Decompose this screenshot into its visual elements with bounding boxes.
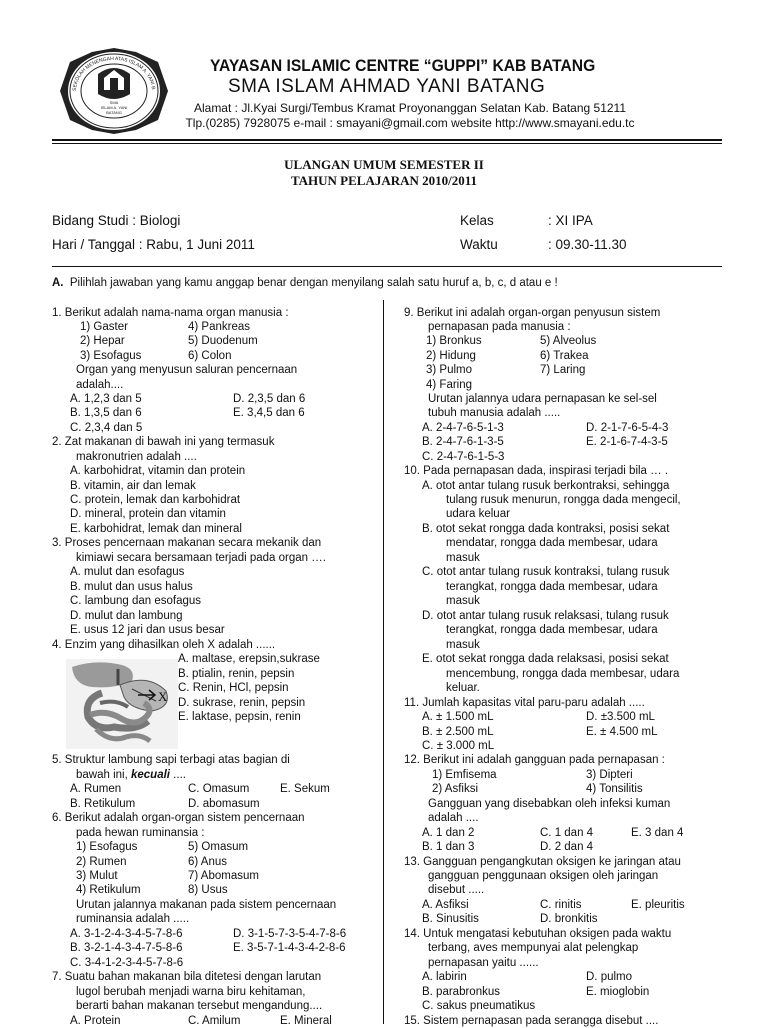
question-15: 15. Sistem pernapasan pada serangga disebut .... — [404, 1015, 659, 1027]
question-2: 2. Zat makanan di bawah ini yang termasuk — [52, 436, 275, 448]
answer-option[interactable]: B. 1 dan 3 — [422, 841, 475, 853]
option: 6) Anus — [188, 856, 227, 868]
option: 1) Esofagus — [76, 841, 138, 853]
question-13: 13. Gangguan pengangkutan oksigen ke jaringan atau — [404, 856, 681, 868]
text-run: bawah ini, — [76, 769, 131, 781]
answer-option[interactable]: D. mulut dan lambung — [70, 610, 183, 622]
answer-option[interactable]: B. 3-2-1-4-3-4-7-5-8-6 — [70, 942, 183, 954]
question-text: Urutan jalannya udara pernapasan ke sel-sel — [428, 393, 657, 405]
svg-text:ISLAM A. YANI: ISLAM A. YANI — [100, 105, 128, 110]
answer-option[interactable]: B. ± 2.500 mL — [422, 726, 494, 738]
answer-option[interactable]: E. usus 12 jari dan usus besar — [70, 624, 225, 636]
answer-option[interactable]: D. 2 dan 4 — [540, 841, 594, 853]
question-14: 14. Untuk mengatasi kebutuhan oksigen pada waktu — [404, 928, 672, 940]
answer-text: terangkat, rongga dada membesar, udara — [446, 624, 658, 636]
svg-text:SEKOLAH MENENGAH ATAS ISLAM A.: SEKOLAH MENENGAH ATAS ISLAM A. YANI B — [71, 55, 156, 92]
class-label: Kelas — [460, 213, 494, 228]
option: 2) Asfiksi — [432, 783, 479, 795]
answer-option[interactable]: B. vitamin, air dan lemak — [70, 480, 196, 492]
option: 3) Mulut — [76, 870, 118, 882]
svg-text:SMA: SMA — [109, 100, 119, 105]
answer-option[interactable]: E. mioglobin — [586, 986, 650, 998]
option: 6) Colon — [188, 350, 232, 362]
question-text — [76, 768, 186, 782]
question-7: 7. Suatu bahan makanan bila ditetesi dengan larutan — [52, 971, 322, 983]
answer-option[interactable]: C. 1 dan 4 — [540, 827, 594, 839]
school-name: SMA ISLAM AHMAD YANI BATANG — [228, 76, 546, 97]
question-text: terbang, aves mempunyai alat pelengkap — [428, 942, 639, 954]
option: 5) Omasum — [188, 841, 249, 853]
answer-option[interactable]: E. karbohidrat, lemak dan mineral — [70, 523, 242, 535]
answer-option[interactable]: D. 3-1-5-7-3-5-4-7-8-6 — [233, 928, 347, 940]
answer-option[interactable]: A. labirin — [422, 971, 467, 983]
answer-option[interactable]: C. protein, lemak dan karbohidrat — [70, 494, 241, 506]
answer-text: mencembung, rongga dada membesar, udara — [446, 668, 680, 680]
option: 4) Pankreas — [188, 321, 251, 333]
answer-option[interactable]: D. sukrase, renin, pepsin — [178, 697, 306, 709]
answer-option[interactable]: B. 1,3,5 dan 6 — [70, 407, 142, 419]
option: 5) Alveolus — [540, 335, 597, 347]
column-divider — [383, 300, 384, 1024]
answer-option[interactable]: A. Rumen — [70, 783, 122, 795]
answer-option[interactable]: A. otot antar tulang rusuk berkontraksi, sehingga — [422, 480, 670, 492]
answer-option[interactable]: B. parabronkus — [422, 986, 500, 998]
question-text: disebut ..... — [428, 884, 485, 896]
question-text: pernapasan pada manusia : — [428, 321, 571, 333]
option: 3) Dipteri — [586, 769, 633, 781]
answer-option[interactable]: E. 3,4,5 dan 6 — [233, 407, 305, 419]
answer-option[interactable]: B. otot sekat rongga dada kontraksi, posisi sekat — [422, 523, 670, 535]
question-text: ruminansia adalah ..... — [76, 913, 190, 925]
answer-option[interactable]: E. laktase, pepsin, renin — [178, 711, 301, 723]
exam-year: TAHUN PELAJARAN 2010/2011 — [290, 173, 478, 188]
question-text: adalah.... — [76, 379, 124, 391]
question-3: 3. Proses pencernaan makanan secara mekanik dan — [52, 537, 322, 549]
question-6: 6. Berikut adalah organ-organ sistem pencernaan — [52, 812, 305, 824]
answer-option[interactable]: D. pulmo — [586, 971, 633, 983]
answer-option[interactable]: E. Mineral — [280, 1015, 332, 1027]
meta-rule — [52, 266, 722, 267]
contact-line: Tlp.(0285) 7928075 e-mail : smayani@gmail.com website http://www.smayani.edu.tc — [185, 116, 635, 130]
answer-option[interactable]: D. 2,3,5 dan 6 — [233, 393, 306, 405]
answer-text: terangkat, rongga dada membesar, udara — [446, 581, 658, 593]
option: 7) Abomasum — [188, 870, 259, 882]
answer-text: masuk — [446, 639, 480, 651]
question-text: makronutrien adalah .... — [76, 451, 197, 463]
option: 7) Laring — [540, 364, 586, 376]
question-text: adalah .... — [428, 812, 479, 824]
option: 2) Hepar — [80, 335, 125, 347]
answer-option[interactable]: A. 3-1-2-4-3-4-5-7-8-6 — [70, 928, 183, 940]
question-text: pernapasan yaitu ...... — [428, 957, 539, 969]
answer-option[interactable]: E. otot sekat rongga dada relaksasi, posisi sekat — [422, 653, 669, 665]
school-logo — [52, 44, 176, 138]
svg-text:BATANG: BATANG — [106, 110, 122, 115]
answer-option[interactable]: A. mulut dan esofagus — [70, 566, 185, 578]
answer-option[interactable]: D. otot antar tulang rusuk relaksasi, tulang rusuk — [422, 610, 669, 622]
option: 4) Faring — [426, 379, 473, 391]
arrow-icon — [138, 688, 158, 702]
answer-option[interactable]: B. ptialin, renin, pepsin — [178, 668, 295, 680]
question-12: 12. Berikut ini adalah gangguan pada pernapasan : — [404, 754, 665, 766]
answer-text: udara keluar — [446, 508, 510, 520]
address-line: Alamat : Jl.Kyai Surgi/Tembus Kramat Proyonanggan Selatan Kab. Batang 51211 — [193, 101, 627, 115]
digestive-system-image — [66, 659, 178, 749]
emphasis-kecuali: kecuali — [130, 769, 170, 781]
question-1: 1. Berikut adalah nama-nama organ manusia : — [52, 307, 289, 319]
option: 4) Retikulum — [76, 884, 141, 896]
instruction — [52, 277, 558, 289]
answer-option[interactable]: C. 2,3,4 dan 5 — [70, 422, 143, 434]
answer-option[interactable]: E. 3 dan 4 — [631, 827, 684, 839]
question-text: berarti bahan makanan tersebut mengandung.... — [76, 1000, 323, 1012]
answer-option[interactable]: B. mulut dan usus halus — [70, 581, 193, 593]
exam-title: ULANGAN UMUM SEMESTER II — [284, 157, 484, 172]
option: 2) Rumen — [76, 856, 127, 868]
answer-text: tulang rusuk menurun, rongga dada mengecil, — [446, 494, 681, 506]
answer-option[interactable]: E. 3-5-7-1-4-3-4-2-8-6 — [233, 942, 346, 954]
answer-option[interactable]: A. 1,2,3 dan 5 — [70, 393, 142, 405]
question-text: gangguan penggunaan oksigen oleh jaringan — [428, 870, 659, 882]
question-text: pada hewan ruminansia : — [76, 827, 205, 839]
answer-option[interactable]: C. Amilum — [188, 1015, 241, 1027]
answer-option[interactable]: D. abomasum — [188, 798, 260, 810]
question-10: 10. Pada pernapasan dada, inspirasi terjadi bila … . — [404, 465, 669, 477]
answer-option[interactable]: A. 1 dan 2 — [422, 827, 475, 839]
answer-text: masuk — [446, 552, 480, 564]
answer-text: keluar. — [446, 682, 480, 694]
section-letter: A. — [52, 277, 64, 289]
question-text: Gangguan yang disebabkan oleh infeksi kuman — [428, 798, 671, 810]
option: 3) Esofagus — [80, 350, 142, 362]
question-text: lugol berubah menjadi warna biru kehitaman, — [76, 986, 306, 998]
answer-option[interactable]: C. 2-4-7-6-1-5-3 — [422, 451, 505, 463]
answer-option[interactable]: E. Sekum — [280, 783, 330, 795]
school-address — [180, 101, 640, 131]
question-text: Urutan jalannya makanan pada sistem pencernaan — [76, 899, 337, 911]
answer-option[interactable]: A. maltase, erepsin,sukrase — [178, 653, 320, 665]
date-field: Hari / Tanggal : Rabu, 1 Juni 2011 — [52, 237, 255, 252]
answer-option[interactable]: C. ± 3.000 mL — [422, 740, 495, 752]
header-rule-thick — [52, 139, 722, 141]
option: 6) Trakea — [540, 350, 589, 362]
time-value: : 09.30-11.30 — [548, 237, 627, 252]
diagram-marker: X — [158, 689, 168, 704]
answer-option[interactable]: C. 3-4-1-2-3-4-5-7-8-6 — [70, 957, 184, 969]
answer-option[interactable]: A. 2-4-7-6-5-1-3 — [422, 422, 504, 434]
answer-option[interactable]: B. Retikulum — [70, 798, 136, 810]
answer-option[interactable]: A. Asfiksi — [422, 899, 469, 911]
answer-option[interactable]: E. ± 4.500 mL — [586, 726, 658, 738]
answer-option[interactable]: C. rinitis — [540, 899, 582, 911]
answer-option[interactable]: C. lambung dan esofagus — [70, 595, 202, 607]
answer-option[interactable]: B. 2-4-7-6-1-3-5 — [422, 436, 504, 448]
question-text: Organ yang menyusun saluran pencernaan — [76, 364, 298, 376]
subject-field: Bidang Studi : Biologi — [52, 213, 181, 228]
option: 3) Pulmo — [426, 364, 473, 376]
question-text: tubuh manusia adalah ..... — [428, 407, 561, 419]
answer-text: masuk — [446, 595, 480, 607]
option: 5) Duodenum — [188, 335, 258, 347]
option: 8) Usus — [188, 884, 228, 896]
class-value: : XI IPA — [548, 213, 593, 228]
answer-option[interactable]: D. bronkitis — [540, 913, 598, 925]
answer-option[interactable]: E. 2-1-6-7-4-3-5 — [586, 436, 668, 448]
answer-option[interactable]: D. mineral, protein dan vitamin — [70, 508, 226, 520]
answer-option[interactable]: C. otot antar tulang rusuk kontraksi, tulang rusuk — [422, 566, 670, 578]
foundation-name: YAYASAN ISLAMIC CENTRE “GUPPI” KAB BATANG — [210, 56, 596, 75]
text-run: .... — [169, 769, 186, 781]
option: 2) Hidung — [426, 350, 476, 362]
answer-option[interactable]: C. Renin, HCl, pepsin — [178, 682, 289, 694]
answer-option[interactable]: C. Omasum — [188, 783, 250, 795]
instruction-text: Pilihlah jawaban yang kamu anggap benar dengan menyilang salah satu huruf a, b, c, d atau e ! — [69, 277, 558, 289]
option: 4) Tonsilitis — [586, 783, 643, 795]
answer-option[interactable]: A. Protein — [70, 1015, 121, 1027]
header-rule-thin — [52, 143, 722, 144]
answer-option[interactable]: A. karbohidrat, vitamin dan protein — [70, 465, 246, 477]
answer-option[interactable]: D. 2-1-7-6-5-4-3 — [586, 422, 669, 434]
time-label: Waktu — [460, 237, 498, 252]
question-5: 5. Struktur lambung sapi terbagi atas bagian di — [52, 754, 290, 766]
option: 1) Emfisema — [432, 769, 497, 781]
option: 1) Gaster — [80, 321, 128, 333]
answer-option[interactable]: D. ±3.500 mL — [586, 711, 655, 723]
answer-option[interactable]: B. Sinusitis — [422, 913, 479, 925]
question-text: kimiawi secara bersamaan terjadi pada organ …. — [76, 552, 326, 564]
answer-option[interactable]: E. pleuritis — [631, 899, 685, 911]
answer-option[interactable]: A. ± 1.500 mL — [422, 711, 494, 723]
answer-text: mendatar, rongga dada membesar, udara — [446, 537, 658, 549]
answer-option[interactable]: C. sakus pneumatikus — [422, 1000, 536, 1012]
question-4: 4. Enzim yang dihasilkan oleh X adalah ...... — [52, 639, 276, 651]
question-9: 9. Berikut ini adalah organ-organ penyusun sistem — [404, 307, 661, 319]
question-11: 11. Jumlah kapasitas vital paru-paru adalah ..... — [404, 697, 645, 709]
option: 1) Bronkus — [426, 335, 482, 347]
